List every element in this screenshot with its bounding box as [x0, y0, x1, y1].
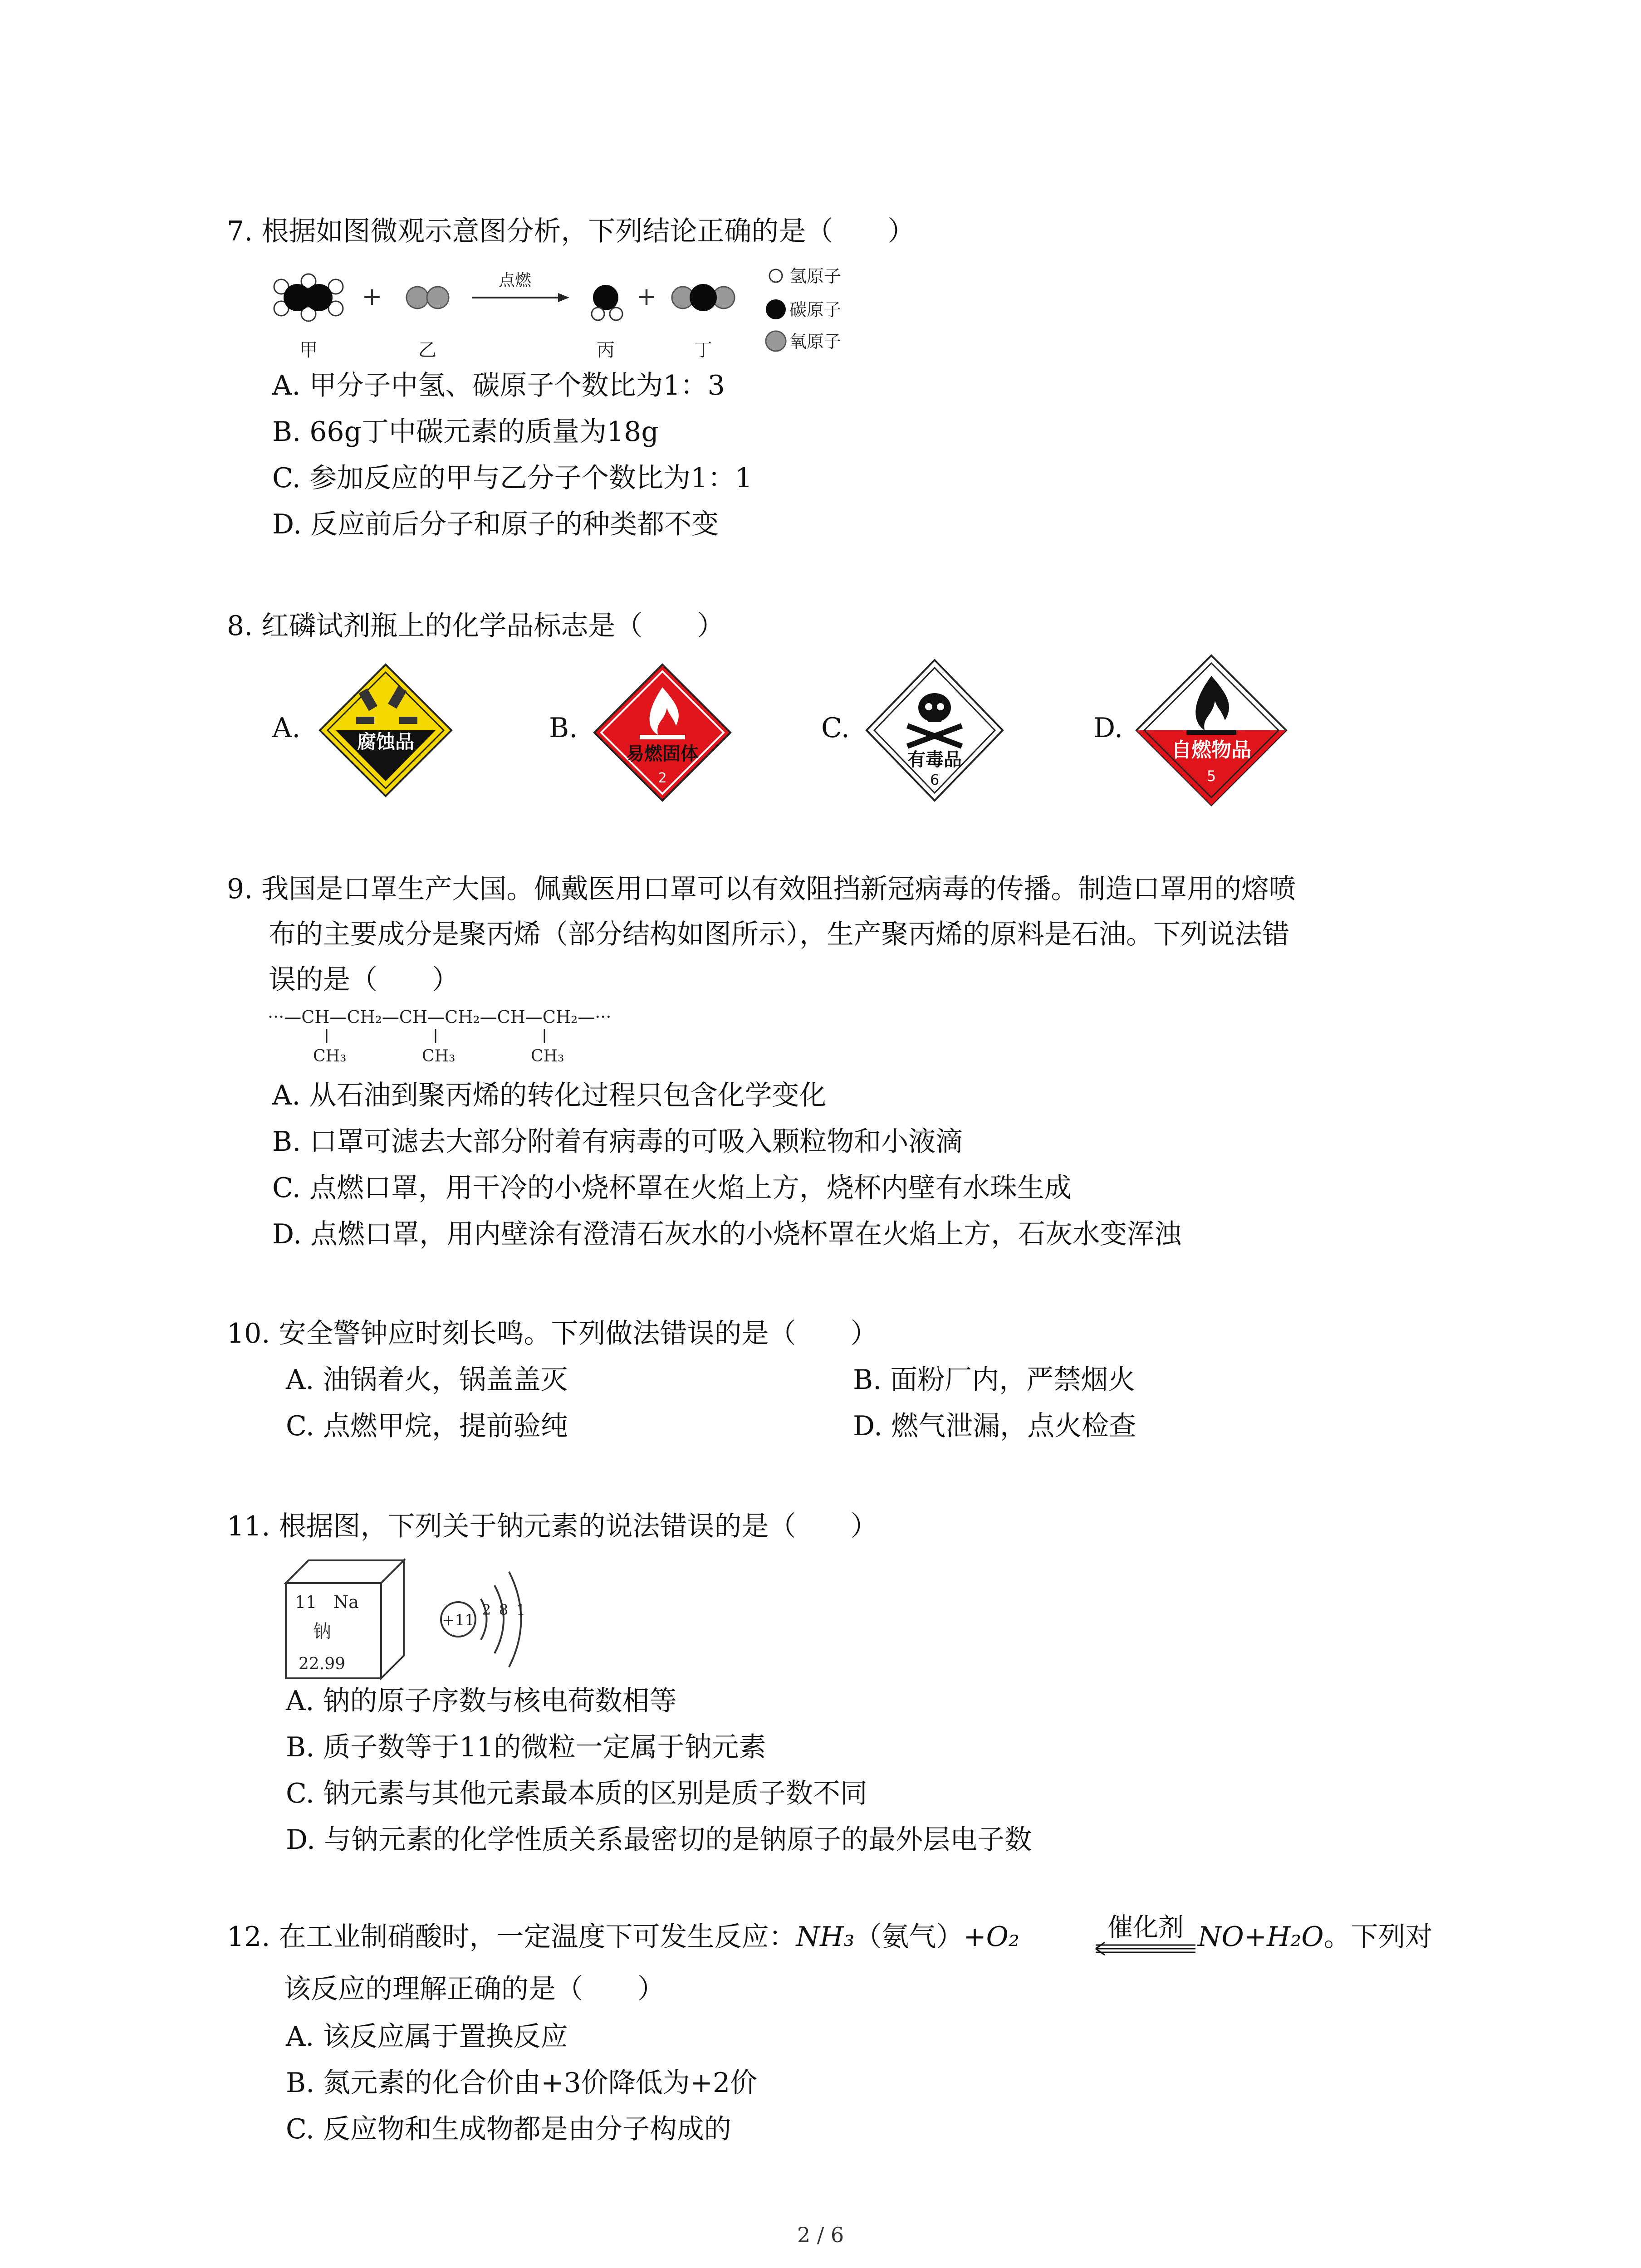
q12-option-c: C. 反应物和生成物都是由分子构成的: [286, 2113, 731, 2145]
q10-option-d: D. 燃气泄漏，点火检查: [853, 1410, 1136, 1442]
shell-2-electrons: 8: [499, 1601, 509, 1618]
shell-1-electrons: 2: [481, 1601, 491, 1618]
label-yi: 乙: [418, 340, 436, 361]
polymer-chain: ···—CH—CH₂—CH—CH₂—CH—CH₂—···: [268, 1007, 612, 1027]
sign-b-number: 2: [658, 770, 667, 786]
legend-hydrogen: 氢原子: [789, 266, 842, 286]
q12-products: NO+H₂O: [1198, 1921, 1324, 1953]
sign-spontaneously-combustible[interactable]: [1134, 653, 1288, 807]
q7-option-c: C. 参加反应的甲与乙分子个数比为1：1: [272, 462, 753, 494]
plus-1: +: [362, 282, 382, 311]
q9-option-c: C. 点燃口罩，用干冷的小烧杯罩在火焰上方，烧杯内壁有水珠生成: [272, 1172, 1072, 1204]
q7-reaction-figure: [268, 263, 880, 367]
methyl-branch-2: CH₃: [422, 1047, 456, 1066]
q10-stem: 10. 安全警钟应时刻长鸣。下列做法错误的是（ ）: [227, 1318, 878, 1349]
q12-stem-prefix: 12. 在工业制硝酸时，一定温度下可发生反应：: [227, 1921, 796, 1953]
q11-option-c: C. 钠元素与其他元素最本质的区别是质子数不同: [286, 1778, 867, 1809]
q12-reactant-oxygen: +O₂: [963, 1921, 1019, 1953]
q12-catalyst-arrow: [1093, 1914, 1198, 1960]
molecule-jia: [274, 274, 343, 321]
sign-b-text: 易燃固体: [626, 743, 699, 764]
shell-3-electrons: 1: [516, 1601, 526, 1618]
q12-ammonia-note: （氨气）: [854, 1921, 964, 1953]
molecule-yi: [407, 287, 449, 308]
q12-stem-line-1-end: [1198, 1919, 1433, 1955]
q8-letter-d: D.: [1093, 712, 1123, 744]
q12-stem-suffix: 。下列对: [1323, 1921, 1433, 1953]
q10-option-a: A. 油锅着火，锅盖盖灭: [286, 1364, 568, 1396]
plus-2: +: [636, 282, 657, 311]
q11-option-b: B. 质子数等于11的微粒一定属于钠元素: [286, 1731, 766, 1763]
q12-catalyst: 催化剂: [1107, 1914, 1184, 1942]
q7-option-b: B. 66g丁中碳元素的质量为18g: [272, 416, 659, 448]
q12-option-a: A. 该反应属于置换反应: [286, 2021, 568, 2053]
methyl-branch-3: CH₃: [531, 1047, 564, 1066]
molecule-bing: [592, 285, 622, 320]
sign-d-number: 5: [1206, 767, 1216, 785]
q10-option-c: C. 点燃甲烷，提前验纯: [286, 1410, 568, 1442]
sign-flammable-solid[interactable]: [592, 662, 733, 803]
polypropylene-structure: [268, 1002, 676, 1070]
q8-letter-c: C.: [821, 712, 850, 744]
legend-carbon: 碳原子: [789, 300, 842, 320]
label-ding: 丁: [694, 340, 712, 361]
sign-c-number: 6: [930, 771, 940, 788]
q9-stem-line-1: 9. 我国是口罩生产大国。佩戴医用口罩可以有效阻挡新冠病毒的传播。制造口罩用的熔喷: [227, 873, 1296, 905]
sodium-atom-structure: [436, 1560, 554, 1678]
label-jia: 甲: [299, 340, 318, 361]
q9-stem-line-2: 布的主要成分是聚丙烯（部分结构如图所示），生产聚丙烯的原料是石油。下列说法错: [269, 919, 1289, 950]
sign-d-text: 自燃物品: [1171, 738, 1251, 762]
sign-a-text: 腐蚀品: [357, 731, 415, 753]
q8-letter-b: B.: [549, 712, 578, 744]
molecule-ding: [672, 284, 735, 311]
sign-toxic[interactable]: [864, 658, 1005, 803]
q8-letter-a: A.: [272, 712, 301, 744]
sign-corrosive[interactable]: [318, 662, 454, 798]
q12-stem-line-1: [227, 1919, 1019, 1955]
q9-option-a: A. 从石油到聚丙烯的转化过程只包含化学变化: [272, 1080, 827, 1111]
cell-atomic-number: 11: [295, 1592, 317, 1612]
q7-stem: 7. 根据如图微观示意图分析，下列结论正确的是（ ）: [227, 215, 915, 247]
reaction-condition: 点燃: [498, 271, 532, 290]
methyl-branch-1: CH₃: [313, 1047, 347, 1066]
page-number: 2 / 6: [797, 2223, 844, 2247]
q9-option-b: B. 口罩可滤去大部分附着有病毒的可吸入颗粒物和小液滴: [272, 1126, 963, 1158]
label-bing: 丙: [597, 340, 615, 361]
cell-name: 钠: [313, 1621, 331, 1642]
sign-c-text: 有毒品: [907, 749, 962, 770]
q11-option-a: A. 钠的原子序数与核电荷数相等: [286, 1685, 677, 1717]
sodium-element-cell: [281, 1556, 408, 1683]
q9-stem-line-3: 误的是（ ）: [269, 964, 459, 996]
legend-oxygen: 氧原子: [789, 332, 842, 352]
q7-option-a: A. 甲分子中氢、碳原子个数比为1：3: [272, 370, 725, 401]
atom-legend: [766, 266, 841, 352]
q12-option-b: B. 氮元素的化合价由+3价降低为+2价: [286, 2067, 758, 2099]
q11-option-d: D. 与钠元素的化学性质关系最密切的是钠原子的最外层电子数: [286, 1824, 1032, 1856]
q10-option-b: B. 面粉厂内，严禁烟火: [853, 1364, 1136, 1396]
q12-reactant-ammonia: NH₃: [796, 1921, 855, 1953]
q7-option-d: D. 反应前后分子和原子的种类都不变: [272, 508, 719, 540]
cell-symbol: Na: [333, 1592, 359, 1612]
q9-option-d: D. 点燃口罩，用内壁涂有澄清石灰水的小烧杯罩在火焰上方，石灰水变浑浊: [272, 1218, 1182, 1250]
q11-stem: 11. 根据图，下列关于钠元素的说法错误的是（ ）: [227, 1510, 878, 1542]
nucleus-charge: +11: [442, 1611, 475, 1629]
cell-atomic-mass: 22.99: [299, 1655, 346, 1673]
q12-stem-line-2: 该反应的理解正确的是（ ）: [284, 1973, 665, 2005]
q8-stem: 8. 红磷试剂瓶上的化学品标志是（ ）: [227, 610, 725, 642]
